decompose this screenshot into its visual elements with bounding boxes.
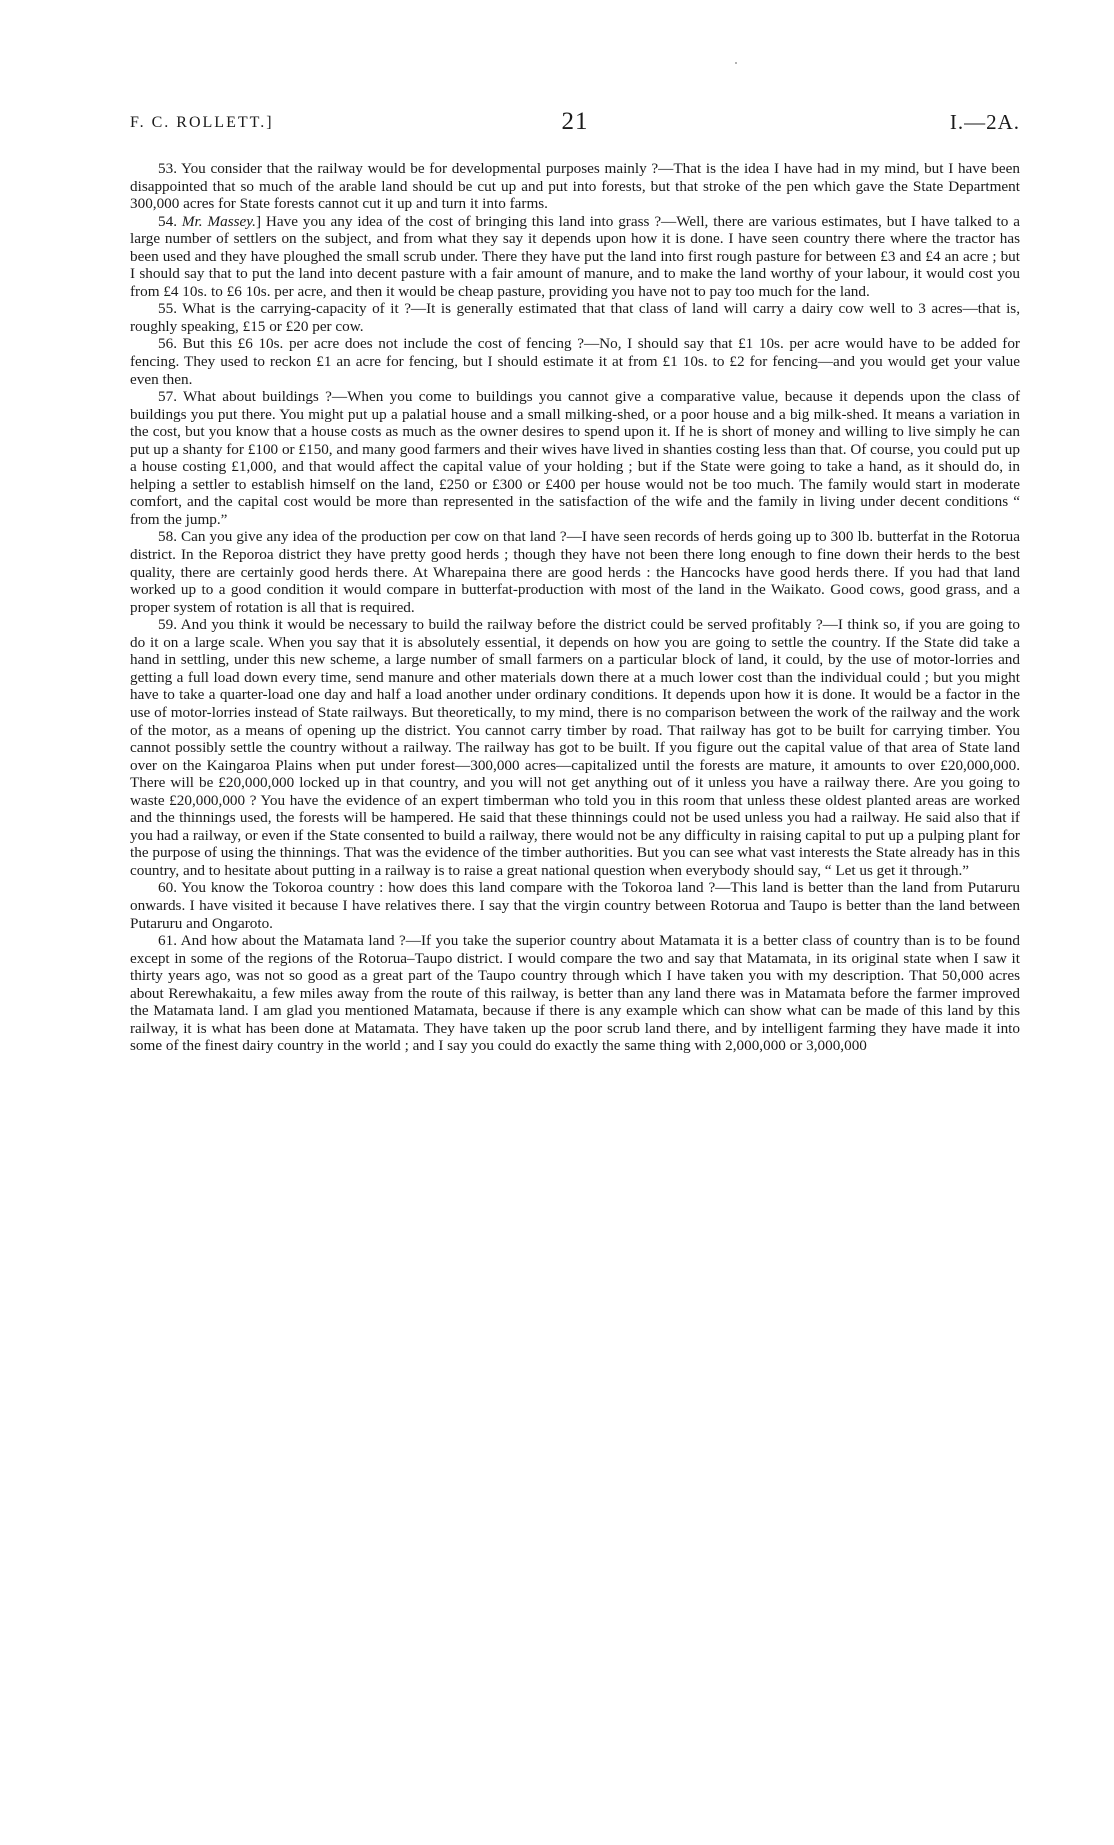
- document-reference: I.—2A.: [949, 110, 1020, 134]
- paragraph-61: [130, 932, 1020, 1055]
- witness-name: F. C. ROLLETT.]: [130, 114, 274, 131]
- paragraph-text: 61. And how about the Matamata land ?—If you take the superior country about Matamata it is a better class of country than is to be found except in some of the regions of the Rotorua–Taupo district. I would compare the two and say that Matamata, in its original state when I saw it thirty years ago, was not so good as a great part of the Taupo country through which I have taken you with my description. That 50,000 acres about Rerewhakaitu, a few miles away from the route of this railway, is better than any land there was in Matamata before the farmer improved the Matamata land. I am glad you mentioned Matamata, because if there is any example which can show what can be made of this land by this railway, it is what has been done at Matamata. They have taken up the poor scrub land there, and by intelligent farming they have made it into some of the finest dairy country in the world ; and I say you could do exactly the same thing with 2,000,000 or 3,000,000: [130, 932, 1020, 1055]
- paragraph-text: 58. Can you give any idea of the production per cow on that land ?—I have seen records of herds going up to 300 lb. butterfat in the Rotorua district. In the Reporoa district they have pretty good herds ; though they have not been there long enough to fine down their herds to the best quality, there are certainly good herds there. At Wharepaina there are good herds : the Hancocks have good herds there. If you had that land worked up to a good condition it would compare in butterfat-production with most of the land in the Waikato. Good cows, good grass, and a proper system of rotation is all that is required.: [130, 528, 1020, 616]
- paragraph-text: 54.: [158, 212, 182, 230]
- page-header: [130, 108, 1020, 138]
- paragraph-60: [130, 879, 1020, 932]
- paragraph-text: 53. You consider that the railway would be for developmental purposes mainly ?—That is the idea I have had in my mind, but I have been disappointed that so much of the arable land should be cut up and put into forests, but that stroke of the pen which gave the State Department 300,000 acres for State forests cannot cut it up and turn it into farms.: [130, 160, 1020, 213]
- paragraph-57: [130, 388, 1020, 528]
- paragraph-55: [130, 300, 1020, 335]
- speaker-name: Mr. Massey.: [181, 212, 256, 230]
- paragraph-text: 56. But this £6 10s. per acre does not include the cost of fencing ?—No, I should say that £1 10s. per acre would have to be added for fencing. They used to reckon £1 an acre for fencing, but I should estimate it at from £1 10s. to £2 for fencing—and you would get your value even then.: [130, 335, 1020, 388]
- body-text: [130, 160, 1020, 1055]
- paragraph-text: 57. What about buildings ?—When you come to buildings you cannot give a comparative value, because it depends upon the class of buildings you put there. You might put up a palatial house and a small milking-shed, or a poor house and a big milk-shed. It means a variation in the cost, but you know that a house costs as much as the owner desires to spend upon it. If he is short of money and willing to live simply he can put up a shanty for £100 or £150, and many good farmers and their wives have lived in shanties costing less than that. Of course, you could put up a house costing £1,000, and that would affect the capital value of your holding ; but if the State were going to take a hand, as it should do, in helping a settler to establish himself on the land, £250 or £300 or £400 per house would not be too much. The family would start in moderate comfort, and the capital cost would be more than represented in the satisfaction of the wife and the family in living under decent conditions “ from the jump.”: [130, 388, 1020, 528]
- paragraph-56: [130, 335, 1020, 388]
- page-number: 21: [561, 108, 589, 135]
- paragraph-59: [130, 616, 1020, 879]
- paragraph-53: [130, 160, 1020, 213]
- paragraph-text: 59. And you think it would be necessary to build the railway before the district could be served profitably ?—I think so, if you are going to do it on a large scale. When you say that it is absolutely essential, it depends on how you are going to settle the country. If the State did take a hand in settling, under this new scheme, a large number of small farmers on a particular block of land, it could, by the use of motor-lorries and getting a full load down every time, send manure and other materials down there at a much lower cost than the individual could ; but you might have to take a quarter-load one day and half a load another under ordinary conditions. It depends upon how it is done. It would be a factor in the use of motor-lorries instead of State railways. But theoretically, to my mind, there is no comparison between the work of the railway and the work of the motor, as a means of opening up the district. You cannot carry timber by road. That railway has got to be built for carrying timber. You cannot possibly settle the country without a railway. The railway has got to be built. If you figure out the capital value of that area of State land over on the Kaingaroa Plains when put under forest—300,000 acres—capitalized until the forests are mature, it amounts to over £20,000,000. There will be £20,000,000 locked up in that country, and you will not get anything out of it unless you have a railway there. Are you going to waste £20,000,000 ? You have the evidence of an expert timberman who told you in this room that unless these oldest planted areas are worked and the thinnings used, the forests will be hampered. He said that these thinnings could not be used unless you had a railway. He said also that if you had a railway, or even if the State consented to build a railway, there would not be any difficulty in raising capital to put up a pulping plant for the purpose of using the thinnings. That was the evidence of the timber authorities. But you can see what vast interests the State already has in this country, and to hesitate about putting in a railway is to raise a great national question when everybody should say, “ Let us get it through.”: [130, 616, 1020, 879]
- paragraph-text: ] Have you any idea of the cost of bringing this land into grass ?—Well, there are various estimates, but I have talked to a large number of settlers on the subject, and from what they say it depends upon how it is done. I have seen country there where the tractor has been used and they have ploughed the small scrub under. There they have put the land into first rough pasture for between £3 and £4 an acre ; but I should say that to put the land into decent pasture with a fair amount of manure, and to make the land worthy of your labour, it would cost you from £4 10s. to £6 10s. per acre, and then it would be cheap pasture, providing you have not to pay too much for the land.: [130, 212, 1021, 300]
- paragraph-54: [130, 213, 1020, 301]
- paragraph-58: [130, 528, 1020, 616]
- paragraph-text: 55. What is the carrying-capacity of it ?—It is generally estimated that that class of land will carry a dairy cow well to 3 acres—that is, roughly speaking, £15 or £20 per cow.: [130, 300, 1020, 335]
- scan-speck: [735, 62, 737, 64]
- paragraph-text: 60. You know the Tokoroa country : how does this land compare with the Tokoroa land ?—This land is better than the land from Putaruru onwards. I have visited it because I have relatives there. I say that the virgin country between Rotorua and Taupo is better than the land between Putaruru and Ongaroto.: [130, 879, 1020, 932]
